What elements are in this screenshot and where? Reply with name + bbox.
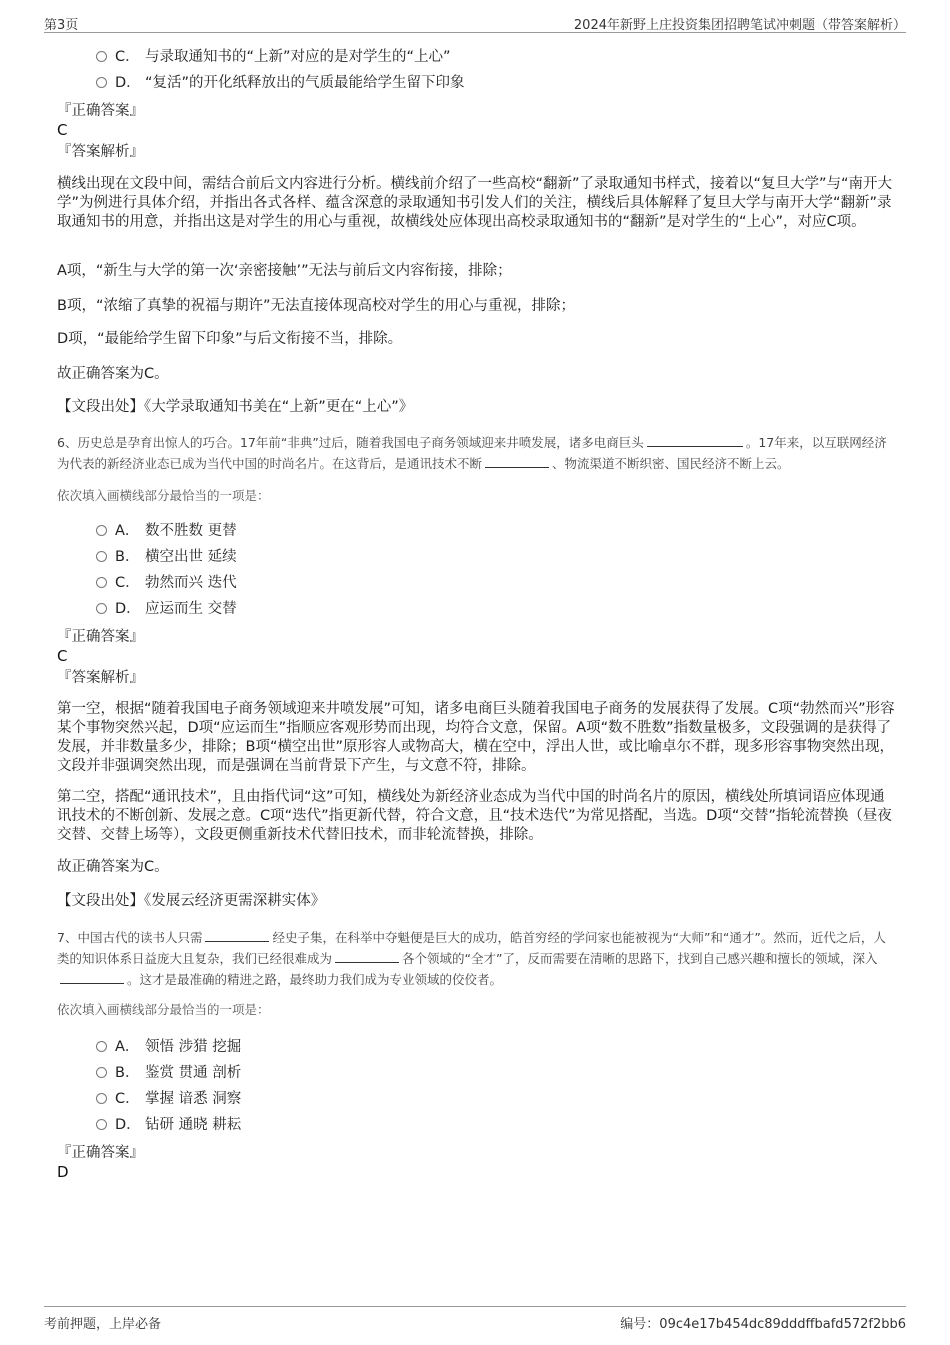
q5-analysis-label: 『答案解析』: [57, 144, 144, 160]
q5-answer: C: [57, 121, 68, 139]
radio-icon[interactable]: [96, 525, 107, 536]
q5-analysis-paragraph: 故正确答案为C。: [57, 366, 169, 382]
q5-analysis-paragraph: 横线出现在文段中间，需结合前后文内容进行分析。横线前介绍了一些高校“翻新”了录取通知书样式，接着以“复旦大学”与“南开大学”为例进行具体介绍，并指出各式各样、蕴含深意的录取通知书引发人们的关注，横线后具体解释了复旦大学与南开大学“翻新”录取通知书的用意，并指出这是对学生的用心与重视，故横线处应体现出高校录取通知书的“翻新”是对学生的“上心”，对应C项。: [57, 176, 893, 230]
q6-analysis-paragraph: 第二空，搭配“通讯技术”，且由指代词“这”可知，横线处为新经济业态成为当代中国的时尚名片的原因，横线处所填词语应体现通讯技术的不断创新、发展之意。C项“迭代”指更新代替，符合文意，且“技术迭代”为常见搭配，当选。D项“交替”指轮流替换（昼夜交替、交替上场等），文段更侧重新技术代替旧技术，而非轮流替换，排除。: [57, 789, 892, 843]
q6-option-a[interactable]: A． 数不胜数 更替: [96, 521, 237, 541]
blank-3: [60, 969, 124, 984]
q6-option-c[interactable]: C． 勃然而兴 迭代: [96, 573, 237, 593]
q5-analysis-paragraph: D项，“最能给学生留下印象”与后文衔接不当，排除。: [57, 331, 403, 347]
q6-option-b[interactable]: B． 横空出世 延续: [96, 547, 237, 567]
radio-icon[interactable]: [96, 1119, 107, 1130]
footer-slogan: 考前押题，上岸必备: [44, 1317, 162, 1332]
q5-source: 【文段出处】《大学录取通知书美在“上新”更在“上心”》: [57, 399, 414, 415]
q6-analysis-paragraph: 故正确答案为C。: [57, 859, 169, 875]
q6-answer: C: [57, 647, 68, 665]
q7-option-d[interactable]: D． 钻研 通晓 耕耘: [96, 1115, 241, 1135]
q7-question-text: 7、中国古代的读书人只需 经史子集，在科举中夺魁便是巨大的成功，皓首穷经的学问家也能被视为“大师”和“通才”。然而，近代之后，人类的知识体系日益庞大且复杂，我们已经很难成为 各个领域的“全才”了，反而需要在清晰的思路下，找到自己感兴趣和擅长的领域，深入。这才是最准确的精进之路，最终助力我们成为专业领域的佼佼者。: [57, 927, 897, 990]
q7-option-c[interactable]: C． 掌握 谙悉 洞察: [96, 1089, 241, 1109]
page-header: [44, 12, 906, 33]
radio-icon[interactable]: [96, 1067, 107, 1078]
q6-question-text: 6、历史总是孕育出惊人的巧合。17年前“非典”过后，随着我国电子商务领域迎来井喷发展，诸多电商巨头 。17年来，以互联网经济为代表的新经济业态已成为当代中国的时尚名片。在这背后，是通讯技术不断 、物流渠道不断织密、国民经济不断上云。: [57, 432, 897, 474]
blank-2: [335, 948, 399, 963]
page-footer: [44, 1306, 906, 1331]
radio-icon[interactable]: [96, 1041, 107, 1052]
q6-option-d[interactable]: D． 应运而生 交替: [96, 599, 237, 619]
q7-prompt: 依次填入画横线部分最恰当的一项是：: [57, 1002, 270, 1017]
q5-analysis-paragraph: B项，“浓缩了真挚的祝福与期许”无法直接体现高校对学生的用心与重视，排除；: [57, 298, 575, 314]
q7-option-b[interactable]: B． 鉴赏 贯通 剖析: [96, 1063, 241, 1083]
q5-option-c[interactable]: C． 与录取通知书的“上新”对应的是对学生的“上心”: [96, 47, 451, 67]
q6-analysis-paragraph: 第一空，根据“随着我国电子商务领域迎来井喷发展”可知，诸多电商巨头随着我国电子商务的发展获得了发展。C项“勃然而兴”形容某个事物突然兴起，D项“应运而生”指顺应客观形势而出现，均符合文意，保留。A项“数不胜数”指数量极多，文段强调的是获得了发展，并非数量多少，排除；B项“横空出世”原形容人或物高大，横在空中，浮出人世，或比喻卓尔不群，现多形容事物突然出现，文段并非强调突然出现，而是强调在当前背景下产生，与文意不符，排除。: [57, 701, 895, 774]
blank-1: [205, 927, 269, 942]
radio-icon[interactable]: [96, 577, 107, 588]
q6-source: 【文段出处】《发展云经济更需深耕实体》: [57, 893, 326, 909]
radio-icon[interactable]: [96, 603, 107, 614]
radio-icon[interactable]: [96, 1093, 107, 1104]
q6-prompt: 依次填入画横线部分最恰当的一项是：: [57, 488, 270, 503]
blank-1: [647, 432, 743, 447]
q5-option-d[interactable]: D． “复活”的开化纸释放出的气质最能给学生留下印象: [96, 73, 465, 93]
radio-icon[interactable]: [96, 551, 107, 562]
document-code: 编号：09c4e17b454dc89dddffbafd572f2bb6: [620, 1317, 906, 1332]
page-number: 第3页: [44, 18, 79, 33]
radio-icon[interactable]: [96, 77, 107, 88]
radio-icon[interactable]: [96, 51, 107, 62]
document-title: 2024年新野上庄投资集团招聘笔试冲刺题（带答案解析）: [573, 18, 906, 33]
q7-answer-label: 『正确答案』: [57, 1145, 144, 1161]
q5-analysis-paragraph: A项，“新生与大学的第一次‘亲密接触’”无法与前后文内容衔接，排除；: [57, 263, 512, 279]
q5-answer-label: 『正确答案』: [57, 103, 144, 119]
q6-answer-label: 『正确答案』: [57, 629, 144, 645]
q6-analysis-label: 『答案解析』: [57, 670, 144, 686]
q7-answer: D: [57, 1163, 69, 1181]
blank-2: [485, 453, 549, 468]
q7-option-a[interactable]: A． 领悟 涉猎 挖掘: [96, 1037, 241, 1057]
